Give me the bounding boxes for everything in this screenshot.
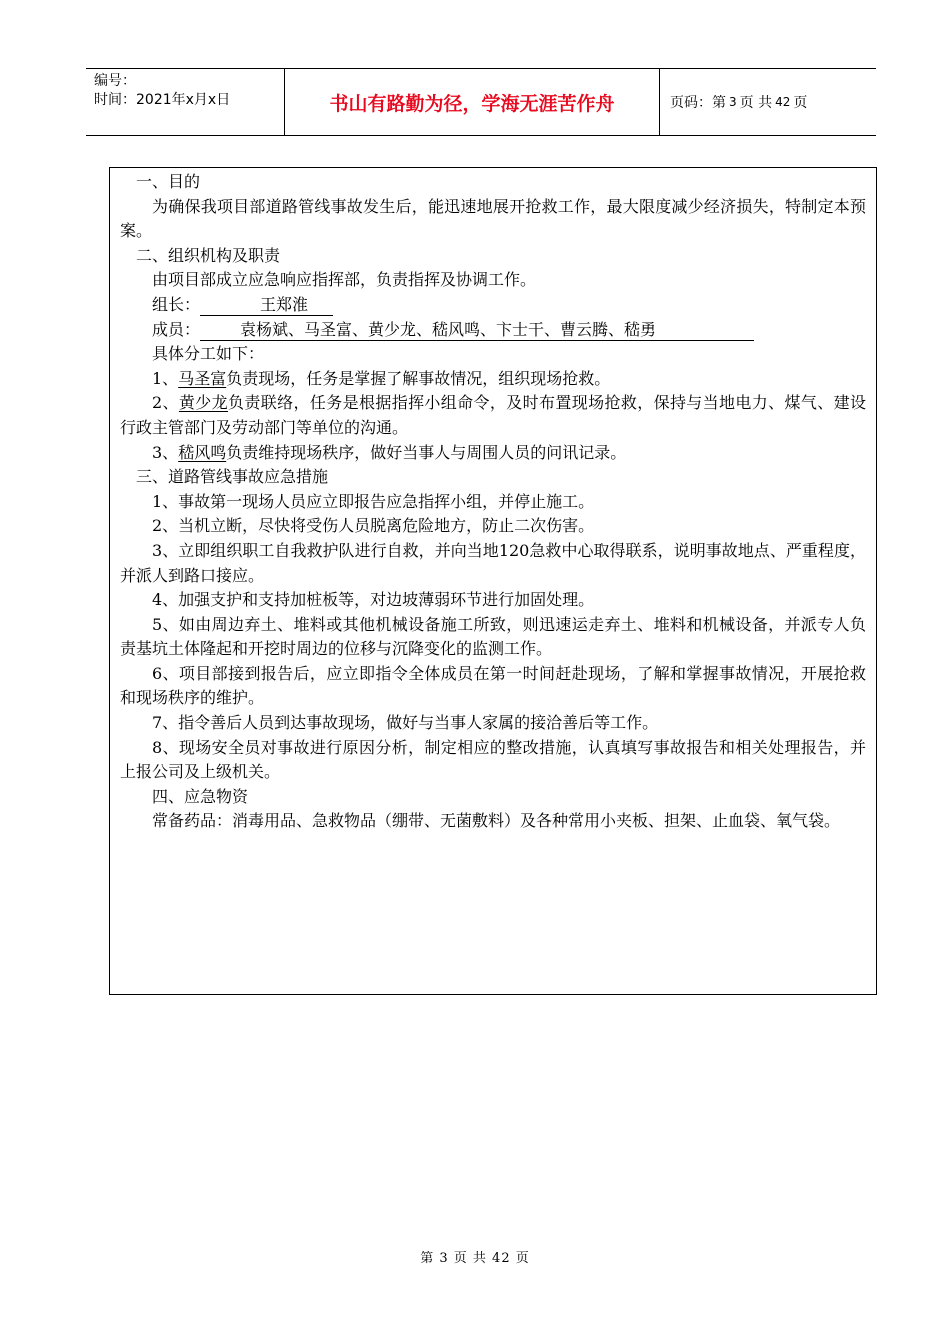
division-item-2: [120, 391, 866, 440]
content-box: [109, 167, 877, 995]
page-total: 42: [775, 95, 791, 109]
time-text: 时间：2021年x月x日: [94, 92, 231, 108]
motto-cell: [285, 69, 660, 135]
division-item-3: [120, 441, 866, 466]
page-suffix: 页: [793, 95, 808, 111]
leader-line: [120, 293, 866, 318]
header-table: [86, 68, 876, 136]
members-names: 袁杨斌、马圣富、黄少龙、嵇风鸣、卞士干、曹云腾、嵇勇: [240, 319, 657, 339]
page-footer: 第 3 页 共 42 页: [420, 1251, 530, 1266]
page-info-cell: [660, 69, 876, 135]
measure-6: 6、项目部接到报告后，应立即指令全体成员在第一时间赶赴现场，了解和掌握事故情况，开展抢救和现场秩序的维护。: [120, 663, 866, 708]
measure-3: 3、立即组织职工自我救护队进行自救，并向当地120急救中心取得联系，说明事故地点、严重程度，并派人到路口接应。: [120, 540, 866, 585]
measure-4: 4、加强支护和支持加桩板等，对边坡薄弱环节进行加固处理。: [152, 590, 595, 610]
number-label: 编号：: [94, 73, 136, 89]
section-3-title: 三、道路管线事故应急措施: [136, 467, 329, 487]
division-2-text: 负责联络，任务是根据指挥小组命令，及时布置现场抢救，保持与当地电力、煤气、建设行政主管部门及劳动部门等单位的沟通。: [120, 393, 866, 437]
members-label: 成员：: [152, 319, 201, 339]
section-2-title: 二、组织机构及职责: [136, 245, 281, 265]
division-title: 具体分工如下：: [152, 344, 265, 364]
division-item-1: [120, 367, 866, 392]
section-1-title: 一、目的: [136, 172, 201, 191]
members-line: [120, 318, 866, 343]
division-3-text: 负责维持现场秩序，做好当事人与周围人员的问讯记录。: [226, 442, 627, 462]
division-2-number: 2、: [152, 393, 179, 413]
motto-text: 书山有路勤为径，学海无涯苦作舟: [329, 92, 615, 115]
division-3-number: 3、: [152, 442, 179, 462]
page-current: 3: [729, 95, 737, 109]
page-middle: 页 共: [739, 95, 773, 111]
division-1-name: 马圣富: [178, 368, 227, 388]
measure-1: 1、事故第一现场人员应立即报告应急指挥小组，并停止施工。: [152, 491, 595, 511]
leader-label: 组长：: [152, 294, 201, 314]
section-2-paragraph: 由项目部成立应急响应指挥部，负责指挥及协调工作。: [152, 270, 537, 290]
measure-2: 2、当机立断，尽快将受伤人员脱离危险地方，防止二次伤害。: [152, 516, 595, 536]
section-4-paragraph: 常备药品：消毒用品、急救物品（绷带、无菌敷料）及各种常用小夹板、担架、止血袋、氧气袋。: [152, 811, 841, 831]
measure-8: 8、现场安全员对事故进行原因分析，制定相应的整改措施，认真填写事故报告和相关处理报告，并上报公司及上级机关。: [120, 737, 866, 782]
division-3-name: 嵇风鸣: [178, 442, 227, 462]
header-meta-cell: [86, 69, 285, 135]
division-2-name: 黄少龙: [178, 393, 229, 413]
page-prefix: 页码：第: [670, 95, 726, 111]
division-1-number: 1、: [152, 368, 179, 388]
division-1-text: 负责现场，任务是掌握了解事故情况，组织现场抢救。: [226, 368, 611, 388]
measure-7: 7、指令善后人员到达事故现场，做好与当事人家属的接洽善后等工作。: [152, 713, 659, 733]
section-4-title: 四、应急物资: [152, 786, 249, 806]
leader-name: 王郑淮: [260, 294, 309, 314]
section-1-paragraph: 为确保我项目部道路管线事故发生后，能迅速地展开抢救工作，最大限度减少经济损失，特制定本预案。: [120, 196, 866, 241]
measure-5: 5、如由周边弃土、堆料或其他机械设备施工所致，则迅速运走弃土、堆料和机械设备，并派专人负责基坑土体隆起和开挖时周边的位移与沉降变化的监测工作。: [120, 614, 866, 659]
